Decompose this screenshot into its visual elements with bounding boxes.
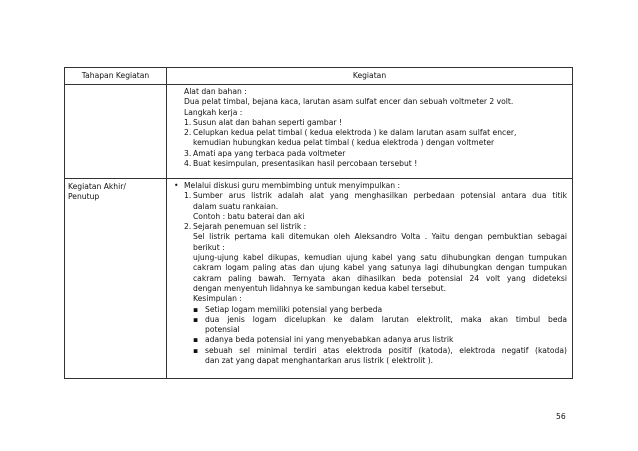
history-line: Sel listrik pertama kali ditemukan oleh Aleksandro Volta . Yaitu dengan pembuktian sebagai	[193, 232, 567, 242]
conclusion-item-cont: potensial	[205, 325, 240, 335]
header-activity: Kegiatan	[167, 68, 573, 85]
activity-cell-closing	[167, 179, 573, 379]
table-header-row	[65, 68, 573, 85]
table-row	[65, 85, 573, 179]
history-line: ujung-ujung kabel dikupas, kemudian ujung kabel yang satu dihubungkan dengan tumpukan	[193, 253, 567, 263]
materials-label: Alat dan bahan :	[184, 87, 247, 96]
conclusion-label: Kesimpulan :	[193, 294, 242, 304]
lesson-table	[64, 67, 573, 379]
bullet-icon: •	[174, 181, 179, 190]
header-stage: Tahapan Kegiatan	[65, 68, 167, 85]
square-bullet-icon: ▪	[193, 314, 199, 324]
conclusion-item-cont: dan zat yang dapat menghantarkan arus listrik ( elektrolit ).	[205, 356, 434, 366]
history-line: cakram logam paling atas dan ujung kabel yang satunya lagi dihubungkan dengan tumpukan	[193, 263, 567, 273]
conclusion-item: ▪ adanya beda potensial ini yang menyebabkan adanya arus listrik	[184, 335, 567, 345]
page-number: 56	[556, 412, 566, 421]
stage-label-line1: Kegiatan Akhir/	[68, 182, 126, 191]
intro-line: • Melalui diskusi guru membimbing untuk menyimpulkan :	[174, 181, 401, 190]
step-line: 2. Celupkan kedua pelat timbal ( kedua elektroda ) ke dalam larutan asam sulfat encer,	[184, 128, 517, 138]
square-bullet-icon: ▪	[193, 345, 199, 355]
square-bullet-icon: ▪	[193, 335, 199, 345]
step-line: 4. Buat kesimpulan, presentasikan hasil percobaan tersebut !	[184, 159, 418, 169]
table-row	[65, 179, 573, 379]
step-line: 3. Amati apa yang terbaca pada voltmeter	[184, 148, 346, 158]
step-line: kemudian hubungkan kedua pelat timbal ( kedua elektroda ) dengan voltmeter	[193, 138, 495, 148]
stage-cell-empty	[65, 85, 167, 179]
item2-line1: 2. Sejarah penemuan sel listrik :	[184, 222, 307, 232]
item1-line2: dalam suatu rankaian.	[193, 201, 279, 211]
activity-cell-procedure	[167, 85, 573, 179]
steps-label: Langkah kerja :	[184, 107, 243, 117]
conclusion-item: ▪ dua jenis logam dicelupkan ke dalam larutan elektrolit, maka akan timbul beda	[184, 315, 567, 325]
stage-cell-closing	[65, 179, 167, 379]
conclusion-item: ▪ sebuah sel minimal terdiri atas elektroda positif (katoda), elektroda negatif (katoda)	[184, 346, 567, 356]
materials-text: Dua pelat timbal, bejana kaca, larutan asam sulfat encer dan sebuah voltmeter 2 volt.	[184, 97, 514, 107]
stage-label-line2: Penutup	[68, 192, 100, 202]
history-line: cakram paling bawah. Ternyata akan dihasilkan beda potensial 24 volt yang dideteksi	[193, 273, 567, 283]
history-line: dengan menyentuh lidahnya ke sambungan kedua kabel tersebut.	[193, 283, 446, 293]
history-line: berikut :	[193, 242, 225, 252]
item1-line1: 1. Sumber arus listrik adalah alat yang menghasilkan perbedaan potensial antara dua titik	[184, 191, 567, 201]
step-line: 1. Susun alat dan bahan seperti gambar !	[184, 117, 342, 127]
item1-line3: Contoh : batu baterai dan aki	[193, 211, 305, 221]
square-bullet-icon: ▪	[193, 304, 199, 314]
conclusion-item: ▪ Setiap logam memiliki potensial yang berbeda	[184, 305, 567, 315]
